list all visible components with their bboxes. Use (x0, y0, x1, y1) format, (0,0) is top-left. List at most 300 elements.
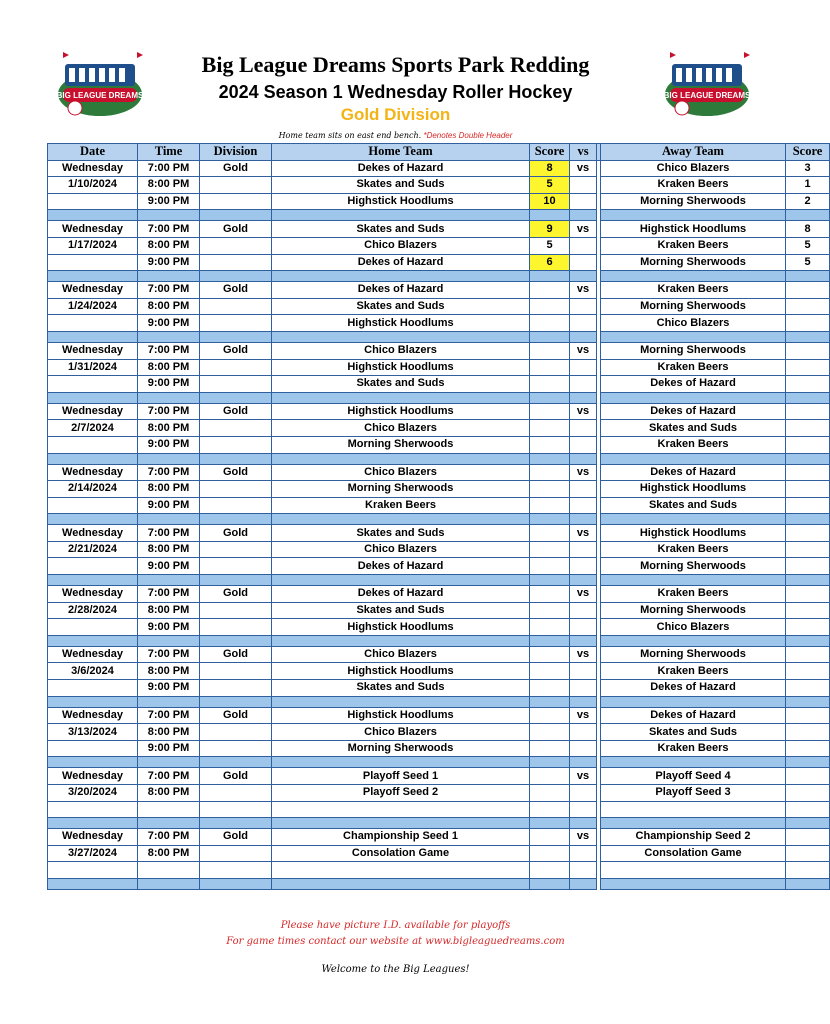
home-team-cell: Dekes of Hazard (272, 160, 530, 177)
col-away-score: Score (786, 144, 830, 161)
home-score-cell (530, 403, 570, 420)
away-score-cell (786, 602, 830, 619)
home-team-cell: Chico Blazers (272, 342, 530, 359)
away-team-cell: Kraken Beers (601, 740, 786, 757)
game-row (48, 464, 830, 481)
vs-cell (570, 237, 597, 254)
season-subtitle: 2024 Season 1 Wednesday Roller Hockey (218, 82, 573, 102)
home-team-cell: Morning Sherwoods (272, 740, 530, 757)
separator-cell (48, 271, 138, 282)
empty-cell (200, 558, 272, 575)
date-cell: 1/17/2024 (48, 237, 138, 254)
game-row (48, 221, 830, 238)
week-separator (48, 210, 830, 221)
separator-cell (138, 514, 200, 525)
empty-cell (200, 862, 272, 879)
empty-cell (48, 193, 138, 210)
away-team-cell: Highstick Hoodlums (601, 221, 786, 238)
col-vs: vs (570, 144, 597, 161)
away-score-cell (786, 785, 830, 802)
vs-cell (570, 740, 597, 757)
day-cell: Wednesday (48, 342, 138, 359)
away-team-cell: Consolation Game (601, 845, 786, 862)
away-team-cell: Playoff Seed 4 (601, 768, 786, 785)
away-team-cell: Kraken Beers (601, 541, 786, 558)
away-team-cell: Playoff Seed 3 (601, 785, 786, 802)
away-score-cell (786, 829, 830, 846)
week-separator (48, 757, 830, 768)
time-cell: 7:00 PM (138, 282, 200, 299)
time-cell: 8:00 PM (138, 177, 200, 194)
separator-cell (786, 514, 830, 525)
home-score-cell (530, 376, 570, 393)
time-cell: 9:00 PM (138, 436, 200, 453)
empty-cell (200, 663, 272, 680)
empty-cell (200, 436, 272, 453)
week-separator (48, 818, 830, 829)
away-team-cell: Chico Blazers (601, 619, 786, 636)
away-score-cell (786, 298, 830, 315)
vs-cell: vs (570, 768, 597, 785)
col-home-score: Score (530, 144, 570, 161)
empty-cell (48, 376, 138, 393)
bench-note (0, 131, 791, 140)
separator-cell (530, 514, 570, 525)
separator-cell (272, 575, 530, 586)
home-team-cell: Highstick Hoodlums (272, 193, 530, 210)
home-score-cell (530, 342, 570, 359)
vs-cell: vs (570, 403, 597, 420)
separator-cell (138, 392, 200, 403)
separator-cell (530, 757, 570, 768)
away-score-cell (786, 619, 830, 636)
time-cell (138, 801, 200, 818)
away-team-cell: Skates and Suds (601, 497, 786, 514)
away-score-cell (786, 481, 830, 498)
home-team-cell: Morning Sherwoods (272, 481, 530, 498)
vs-cell (570, 862, 597, 879)
vs-cell (570, 724, 597, 741)
away-score-cell (786, 403, 830, 420)
welcome-note: Welcome to the Big Leagues! (321, 964, 470, 975)
home-team-cell (272, 862, 530, 879)
empty-cell (48, 862, 138, 879)
empty-cell (200, 541, 272, 558)
home-team-cell: Skates and Suds (272, 221, 530, 238)
time-cell: 8:00 PM (138, 481, 200, 498)
separator-cell (530, 878, 570, 889)
home-score-cell: 5 (530, 237, 570, 254)
away-score-cell (786, 282, 830, 299)
empty-cell (200, 315, 272, 332)
date-cell: 3/13/2024 (48, 724, 138, 741)
day-cell: Wednesday (48, 464, 138, 481)
separator-cell (272, 271, 530, 282)
home-score-cell: 5 (530, 177, 570, 194)
separator-cell (200, 696, 272, 707)
home-score-cell: 8 (530, 160, 570, 177)
game-row (48, 707, 830, 724)
time-cell: 9:00 PM (138, 376, 200, 393)
division-cell: Gold (200, 403, 272, 420)
col-away-team: Away Team (601, 144, 786, 161)
date-cell: 2/14/2024 (48, 481, 138, 498)
time-cell: 7:00 PM (138, 160, 200, 177)
week-separator (48, 271, 830, 282)
date-cell: 3/6/2024 (48, 663, 138, 680)
separator-cell (530, 271, 570, 282)
game-row (48, 646, 830, 663)
away-score-cell: 5 (786, 237, 830, 254)
game-row (48, 497, 830, 514)
time-cell: 7:00 PM (138, 586, 200, 603)
home-team-cell: Championship Seed 1 (272, 829, 530, 846)
time-cell: 8:00 PM (138, 359, 200, 376)
away-team-cell (601, 801, 786, 818)
time-cell: 8:00 PM (138, 724, 200, 741)
away-score-cell (786, 376, 830, 393)
website-note: For game times contact our website at www.bigleaguedreams.com (226, 936, 565, 947)
separator-cell (48, 818, 138, 829)
home-score-cell (530, 298, 570, 315)
separator-cell (200, 635, 272, 646)
home-team-cell: Highstick Hoodlums (272, 619, 530, 636)
time-cell: 8:00 PM (138, 602, 200, 619)
separator-cell (200, 818, 272, 829)
week-separator (48, 575, 830, 586)
time-cell: 8:00 PM (138, 663, 200, 680)
away-score-cell (786, 862, 830, 879)
home-score-cell (530, 497, 570, 514)
separator-cell (48, 757, 138, 768)
separator-cell (272, 210, 530, 221)
separator-cell (138, 271, 200, 282)
empty-cell (48, 801, 138, 818)
away-score-cell (786, 724, 830, 741)
home-score-cell (530, 707, 570, 724)
separator-cell (786, 635, 830, 646)
away-team-cell: Kraken Beers (601, 282, 786, 299)
empty-cell (200, 359, 272, 376)
away-score-cell (786, 740, 830, 757)
time-cell: 9:00 PM (138, 619, 200, 636)
empty-cell (200, 680, 272, 697)
time-cell: 9:00 PM (138, 680, 200, 697)
home-score-cell (530, 541, 570, 558)
home-team-cell: Playoff Seed 2 (272, 785, 530, 802)
time-cell: 8:00 PM (138, 420, 200, 437)
home-score-cell (530, 558, 570, 575)
vs-cell: vs (570, 829, 597, 846)
game-row (48, 160, 830, 177)
division-cell: Gold (200, 160, 272, 177)
vs-cell (570, 845, 597, 862)
vs-cell: vs (570, 221, 597, 238)
separator-cell (138, 635, 200, 646)
away-team-cell: Dekes of Hazard (601, 464, 786, 481)
game-row (48, 602, 830, 619)
separator-cell (138, 331, 200, 342)
time-cell: 7:00 PM (138, 829, 200, 846)
vs-cell (570, 376, 597, 393)
separator-cell (272, 331, 530, 342)
separator-cell (570, 635, 597, 646)
separator-cell (601, 575, 786, 586)
separator-cell (570, 392, 597, 403)
week-separator (48, 392, 830, 403)
away-score-cell (786, 663, 830, 680)
separator-cell (786, 575, 830, 586)
vs-cell (570, 359, 597, 376)
away-score-cell: 3 (786, 160, 830, 177)
home-score-cell (530, 740, 570, 757)
home-team-cell: Highstick Hoodlums (272, 707, 530, 724)
home-team-cell: Kraken Beers (272, 497, 530, 514)
vs-cell (570, 619, 597, 636)
game-row (48, 376, 830, 393)
empty-cell (48, 558, 138, 575)
away-score-cell (786, 525, 830, 542)
vs-cell: vs (570, 342, 597, 359)
time-cell: 9:00 PM (138, 497, 200, 514)
away-team-cell: Kraken Beers (601, 663, 786, 680)
empty-cell (200, 801, 272, 818)
separator-cell (200, 392, 272, 403)
time-cell: 8:00 PM (138, 845, 200, 862)
away-team-cell: Highstick Hoodlums (601, 525, 786, 542)
separator-cell (272, 453, 530, 464)
away-score-cell (786, 680, 830, 697)
game-row (48, 845, 830, 862)
away-score-cell (786, 768, 830, 785)
logo-right-text: BIG LEAGUE DREAMS (663, 91, 751, 100)
time-cell: 7:00 PM (138, 342, 200, 359)
separator-cell (530, 635, 570, 646)
game-row (48, 403, 830, 420)
separator-cell (48, 696, 138, 707)
separator-cell (786, 210, 830, 221)
separator-cell (272, 635, 530, 646)
home-score-cell (530, 845, 570, 862)
separator-cell (200, 331, 272, 342)
vs-cell: vs (570, 282, 597, 299)
double-header-note: *Denotes Double Header (423, 131, 513, 140)
away-team-cell: Dekes of Hazard (601, 403, 786, 420)
home-team-cell: Dekes of Hazard (272, 558, 530, 575)
home-score-cell (530, 481, 570, 498)
game-row (48, 619, 830, 636)
separator-cell (138, 575, 200, 586)
home-score-cell: 10 (530, 193, 570, 210)
away-team-cell: Kraken Beers (601, 586, 786, 603)
time-cell: 8:00 PM (138, 541, 200, 558)
week-separator (48, 635, 830, 646)
separator-cell (570, 818, 597, 829)
home-team-cell: Chico Blazers (272, 464, 530, 481)
separator-cell (786, 878, 830, 889)
empty-cell (200, 785, 272, 802)
vs-cell (570, 315, 597, 332)
separator-cell (601, 878, 786, 889)
home-score-cell (530, 602, 570, 619)
home-score-cell: 9 (530, 221, 570, 238)
vs-cell (570, 663, 597, 680)
away-score-cell (786, 342, 830, 359)
away-team-cell: Chico Blazers (601, 160, 786, 177)
empty-cell (200, 497, 272, 514)
home-score-cell (530, 680, 570, 697)
separator-cell (48, 514, 138, 525)
division-cell: Gold (200, 586, 272, 603)
home-score-cell (530, 420, 570, 437)
game-row (48, 237, 830, 254)
time-cell (138, 862, 200, 879)
game-row (48, 525, 830, 542)
home-score-cell (530, 724, 570, 741)
separator-cell (272, 818, 530, 829)
away-team-cell: Championship Seed 2 (601, 829, 786, 846)
date-cell: 1/24/2024 (48, 298, 138, 315)
away-score-cell (786, 541, 830, 558)
separator-cell (138, 210, 200, 221)
away-score-cell (786, 801, 830, 818)
separator-cell (272, 392, 530, 403)
empty-cell (200, 254, 272, 271)
away-team-cell: Morning Sherwoods (601, 298, 786, 315)
time-cell: 8:00 PM (138, 298, 200, 315)
week-separator (48, 878, 830, 889)
time-cell: 7:00 PM (138, 464, 200, 481)
away-score-cell (786, 497, 830, 514)
game-row (48, 663, 830, 680)
day-cell: Wednesday (48, 768, 138, 785)
game-row (48, 740, 830, 757)
empty-cell (200, 740, 272, 757)
separator-cell (530, 392, 570, 403)
time-cell: 9:00 PM (138, 193, 200, 210)
separator-cell (48, 453, 138, 464)
vs-cell (570, 801, 597, 818)
time-cell: 9:00 PM (138, 254, 200, 271)
empty-cell (48, 315, 138, 332)
division-title: Gold Division (340, 105, 451, 124)
away-team-cell: Kraken Beers (601, 237, 786, 254)
vs-cell: vs (570, 525, 597, 542)
empty-cell (200, 376, 272, 393)
empty-cell (48, 436, 138, 453)
empty-cell (200, 420, 272, 437)
home-team-cell: Highstick Hoodlums (272, 315, 530, 332)
game-row (48, 481, 830, 498)
home-team-cell: Chico Blazers (272, 724, 530, 741)
separator-cell (200, 453, 272, 464)
separator-cell (138, 818, 200, 829)
away-team-cell: Morning Sherwoods (601, 342, 786, 359)
date-cell: 2/21/2024 (48, 541, 138, 558)
away-score-cell: 1 (786, 177, 830, 194)
separator-cell (786, 453, 830, 464)
home-score-cell (530, 586, 570, 603)
time-cell: 9:00 PM (138, 315, 200, 332)
empty-cell (48, 619, 138, 636)
home-team-cell: Highstick Hoodlums (272, 403, 530, 420)
home-team-cell (272, 801, 530, 818)
day-cell: Wednesday (48, 586, 138, 603)
game-row (48, 829, 830, 846)
separator-cell (601, 635, 786, 646)
separator-cell (601, 514, 786, 525)
game-row (48, 282, 830, 299)
separator-cell (200, 757, 272, 768)
division-cell: Gold (200, 707, 272, 724)
away-score-cell: 5 (786, 254, 830, 271)
separator-cell (570, 757, 597, 768)
col-division: Division (200, 144, 272, 161)
home-score-cell (530, 282, 570, 299)
week-separator (48, 514, 830, 525)
schedule-table (47, 143, 830, 890)
vs-cell: vs (570, 707, 597, 724)
separator-cell (138, 757, 200, 768)
away-score-cell (786, 420, 830, 437)
day-cell: Wednesday (48, 160, 138, 177)
home-score-cell (530, 436, 570, 453)
col-date: Date (48, 144, 138, 161)
away-score-cell (786, 359, 830, 376)
away-score-cell (786, 707, 830, 724)
empty-cell (200, 237, 272, 254)
separator-cell (601, 210, 786, 221)
home-score-cell (530, 619, 570, 636)
home-team-cell: Playoff Seed 1 (272, 768, 530, 785)
home-score-cell: 6 (530, 254, 570, 271)
home-team-cell: Skates and Suds (272, 525, 530, 542)
time-cell: 7:00 PM (138, 525, 200, 542)
game-row (48, 801, 830, 818)
away-team-cell: Highstick Hoodlums (601, 481, 786, 498)
vs-cell (570, 298, 597, 315)
separator-cell (272, 696, 530, 707)
separator-cell (48, 878, 138, 889)
game-row (48, 342, 830, 359)
separator-cell (530, 453, 570, 464)
separator-cell (530, 575, 570, 586)
time-cell: 7:00 PM (138, 707, 200, 724)
separator-cell (530, 818, 570, 829)
vs-cell (570, 602, 597, 619)
separator-cell (48, 575, 138, 586)
date-cell: 2/7/2024 (48, 420, 138, 437)
separator-cell (48, 635, 138, 646)
away-team-cell: Dekes of Hazard (601, 680, 786, 697)
away-team-cell: Skates and Suds (601, 420, 786, 437)
separator-cell (570, 453, 597, 464)
vs-cell (570, 254, 597, 271)
game-row (48, 862, 830, 879)
game-row (48, 768, 830, 785)
away-team-cell: Chico Blazers (601, 315, 786, 332)
separator-cell (530, 331, 570, 342)
home-score-cell (530, 315, 570, 332)
game-row (48, 315, 830, 332)
game-row (48, 586, 830, 603)
separator-cell (138, 453, 200, 464)
vs-cell (570, 436, 597, 453)
home-team-cell: Skates and Suds (272, 177, 530, 194)
game-row (48, 177, 830, 194)
separator-cell (601, 271, 786, 282)
home-score-cell (530, 862, 570, 879)
